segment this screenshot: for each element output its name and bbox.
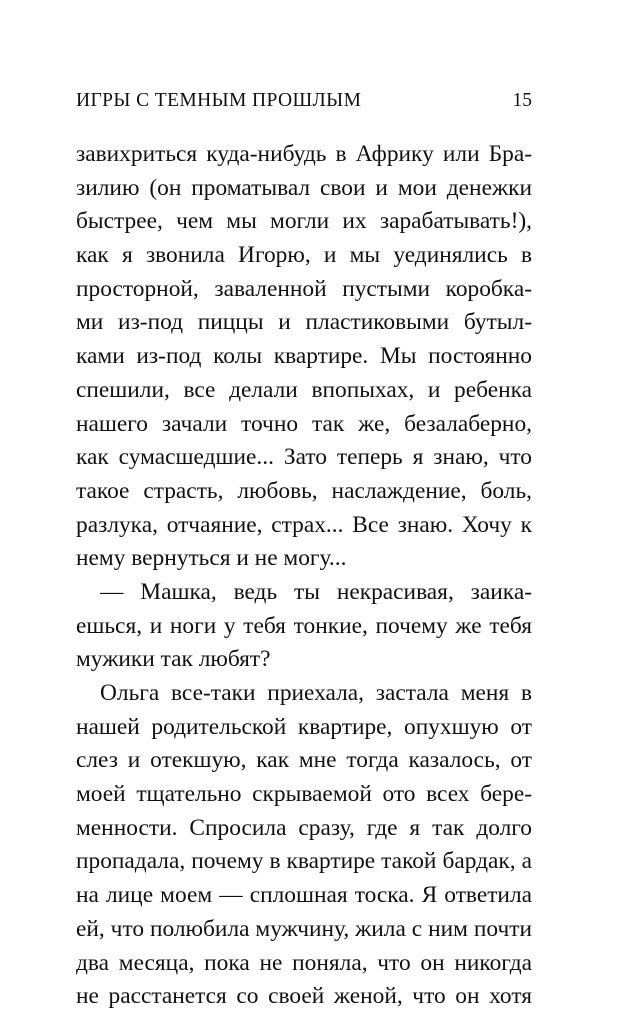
text-line: ками из-под колы квартире. Мы постоянно (76, 343, 532, 370)
text-line: мужики так любят? (76, 646, 271, 673)
text-line: просторной, заваленной пустыми коробка- (76, 275, 532, 302)
text-line: завихриться куда-нибудь в Африку или Бра- (76, 141, 532, 167)
running-title: ИГРЫ С ТЕМНЫМ ПРОШЛЫМ (76, 90, 362, 111)
text-line: — Машка, ведь ты некрасивая, заика- (100, 578, 532, 605)
text-line: такое страсть, любовь, наслаждение, боль, (76, 477, 532, 504)
page-number: 15 (512, 90, 532, 111)
text-line: не расстанется со своей женой, что он хотя (76, 983, 532, 1010)
running-head (76, 90, 532, 114)
text-line: спешили, все делали впопыхах, и ребенка (76, 376, 532, 403)
text-line: зилию (он проматывал свои и мои денежки (76, 174, 532, 201)
text-line: два месяца, пока не поняла, что он никогда (76, 949, 532, 976)
text-line: нашей родительской квартире, опухшую от (76, 713, 532, 740)
body-text (76, 138, 532, 1014)
text-line: нему вернуться и не могу... (76, 545, 347, 572)
text-line: как сумасшедшие... Зато теперь я знаю, что (76, 444, 532, 471)
text-line: слез и отекшую, как мне тогда казалось, от (76, 747, 532, 774)
text-line: ешься, и ноги у тебя тонкие, почему же тебя (76, 612, 532, 639)
text-line: как я звонила Игорю, и мы уединялись в (76, 242, 532, 269)
text-line: ей, что полюбила мужчину, жила с ним почти (76, 915, 532, 942)
text-line: менности. Спросила сразу, где я так долго (76, 814, 532, 841)
text-line: нашего зачали точно так же, безалаберно, (76, 410, 532, 437)
text-line: Ольга все-таки приехала, застала меня в (100, 680, 532, 706)
text-line: на лице моем — сплошная тоска. Я ответила (76, 882, 532, 909)
text-line: ми из-под пиццы и пластиковыми бутыл- (76, 309, 532, 336)
text-line: разлука, отчаяние, страх... Все знаю. Хочу к (76, 511, 532, 538)
text-line: пропадала, почему в квартире такой бардак, а (76, 848, 532, 875)
text-line: моей тщательно скрываемой ото всех бере- (76, 781, 532, 808)
text-line: быстрее, чем мы могли их зарабатывать!), (76, 208, 532, 235)
